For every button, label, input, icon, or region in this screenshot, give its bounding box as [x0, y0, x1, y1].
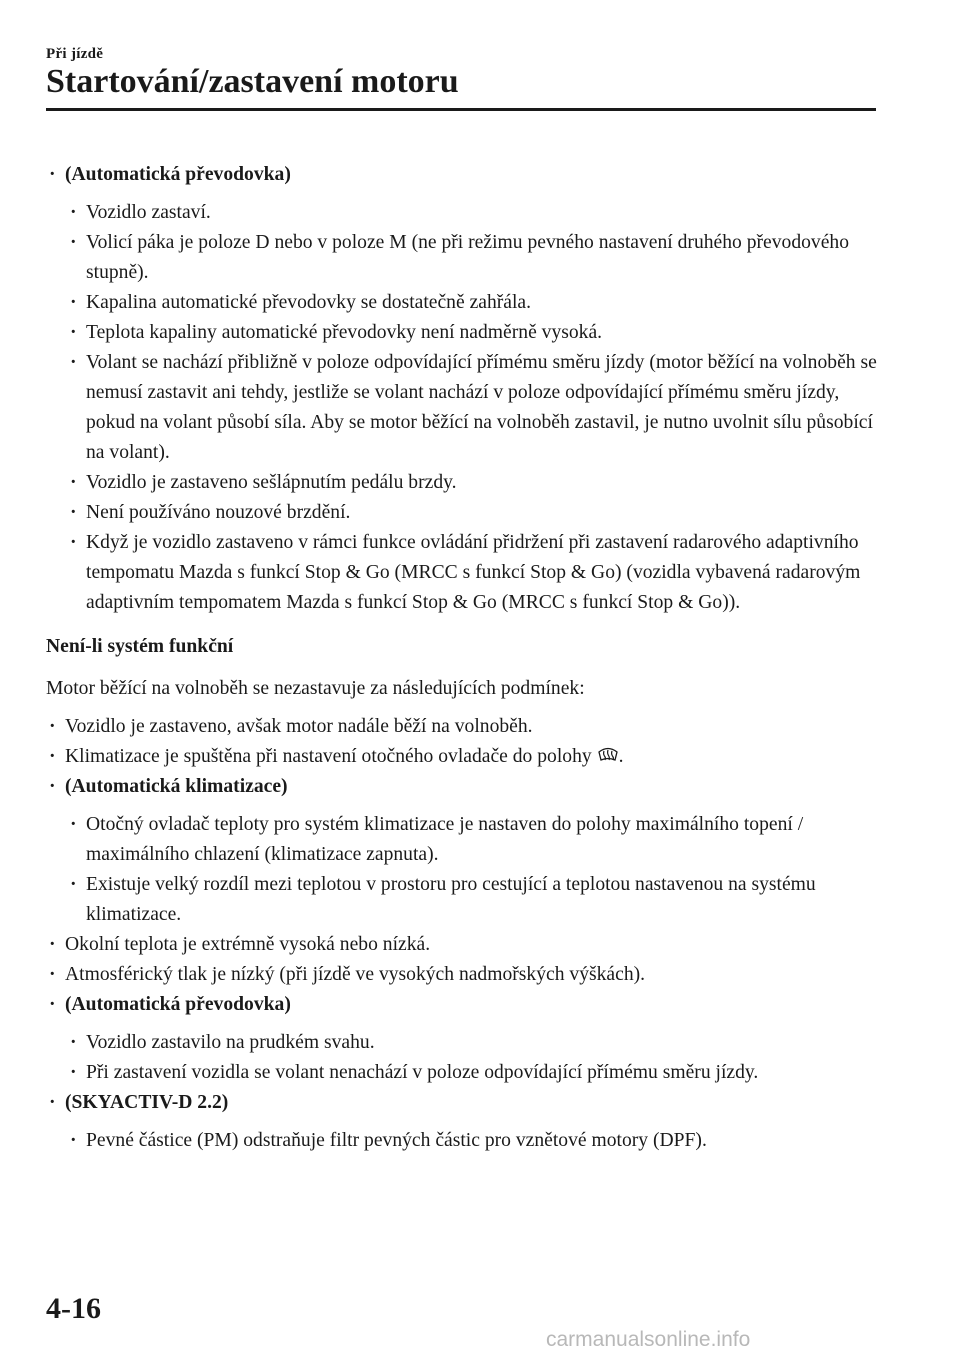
list-item: · Volicí páka je poloze D nebo v poloze M (ne při režimu pevného nastavení druhého převodového stupně). [46, 228, 886, 288]
subsection-heading: Není-li systém funkční [46, 636, 234, 657]
bullet-heading: · (SKYACTIV-D 2.2) [46, 1088, 886, 1118]
content [46, 160, 886, 1156]
list-item: · Volant se nachází přibližně v poloze odpovídající přímému směru jízdy (motor běžící na volnoběh se nemusí zastavit ani tehdy, jestliže se volant nachází v poloze odpovídající přímému směru jízdy, pokud na volant působí síla. Aby se motor běžící na volnoběh zastavil, je nutno uvolnit sílu působící na volant). [46, 348, 886, 468]
list-item: · Vozidlo zastavilo na prudkém svahu. [46, 1028, 886, 1058]
list-item: · Okolní teplota je extrémně vysoká nebo nízká. [46, 930, 886, 960]
list-item: · Teplota kapaliny automatické převodovky není nadměrně vysoká. [46, 318, 886, 348]
list-item: · Není používáno nouzové brzdění. [46, 498, 886, 528]
list-item: · Pevné částice (PM) odstraňuje filtr pevných částic pro vznětové motory (DPF). [46, 1126, 886, 1156]
list-item: · Když je vozidlo zastaveno v rámci funkce ovládání přidržení při zastavení radarového adaptivního tempomatu Mazda s funkcí Stop & Go (MRCC s funkcí Stop & Go) (vozidla vybavená radarovým adaptivním tempomatem Mazda s funkcí Stop & Go (MRCC s funkcí Stop & Go)). [46, 528, 886, 618]
list-item-with-icon [46, 742, 886, 772]
list-item: · Vozidlo zastaví. [46, 198, 886, 228]
front-defroster-icon [597, 744, 619, 762]
section-label: Při jízdě [46, 46, 104, 62]
list-item-text: Klimatizace je spuštěna při nastavení otočného ovladače do polohy [65, 746, 592, 767]
intro-paragraph: Motor běžící na volnoběh se nezastavuje za následujících podmínek: [46, 678, 585, 699]
list-item: · Kapalina automatické převodovky se dostatečně zahřála. [46, 288, 886, 318]
watermark: carmanualsonline.info [546, 1328, 751, 1351]
title-rule [46, 108, 876, 111]
page-number: 4-16 [46, 1292, 101, 1325]
list-item: · Vozidlo je zastaveno, avšak motor nadále běží na volnoběh. [46, 712, 886, 742]
bullet-heading: · (Automatická klimatizace) [46, 772, 886, 802]
list-item: · Existuje velký rozdíl mezi teplotou v prostoru pro cestující a teplotou nastavenou na systému klimatizace. [46, 870, 886, 930]
bullet-heading: · (Automatická převodovka) [46, 990, 886, 1020]
list-item: · Atmosférický tlak je nízký (při jízdě ve vysokých nadmořských výškách). [46, 960, 886, 990]
list-item: · Otočný ovladač teploty pro systém klimatizace je nastaven do polohy maximálního topení / maximálního chlazení (klimatizace zapnuta). [46, 810, 886, 870]
page-title: Startování/zastavení motoru [46, 63, 459, 100]
list-item: · Při zastavení vozidla se volant nenachází v poloze odpovídající přímému směru jízdy. [46, 1058, 886, 1088]
bullet-heading: · (Automatická převodovka) [46, 160, 886, 190]
list-item: · Vozidlo je zastaveno sešlápnutím pedálu brzdy. [46, 468, 886, 498]
list-item-end: . [618, 746, 624, 767]
